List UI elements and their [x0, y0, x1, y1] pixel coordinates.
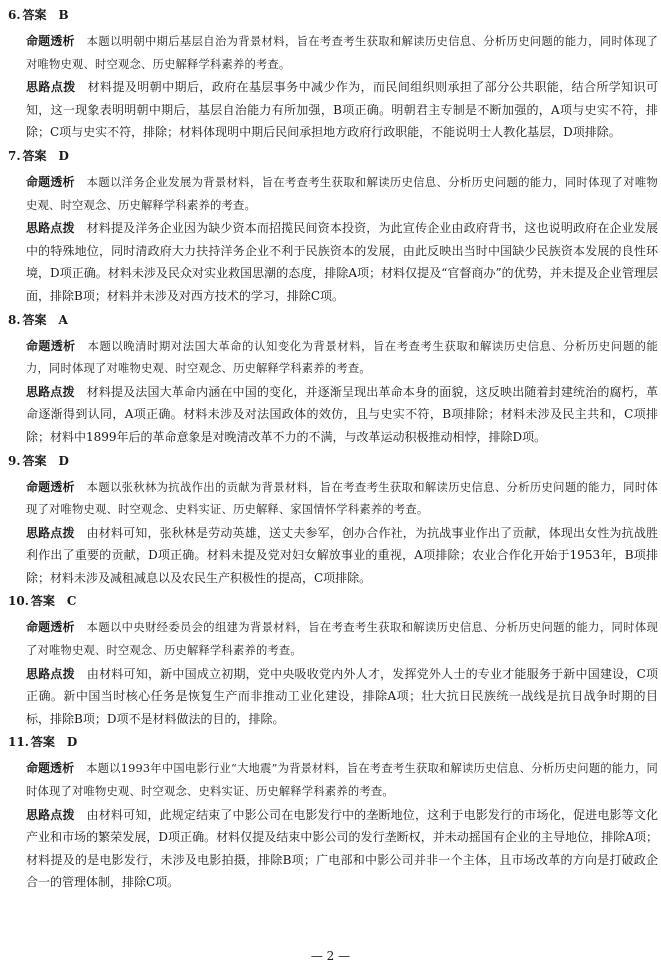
answer-line — [8, 147, 658, 166]
question-number: 6. — [8, 8, 21, 22]
page-number: — 2 — — [310, 949, 351, 963]
analysis-label: 命题透析 — [26, 174, 75, 189]
hint-text: 材料提及洋务企业因为缺少资本而招揽民间资本投资，为此宣传企业由政府背书，这也说明政府在企业发展中的特殊地位，同时清政府大力扶持洋务企业不利于民族资本的发展，由此反映出当时中国缺少民族资本发展的良性环境，D项正确。材料未涉及民众对实业救国思潮的态度，排除A项；材料仅提及“官督商办”的优势，并未提及企业管理层面，排除B项；材料并未涉及对西方技术的学习，排除C项。 — [26, 221, 658, 303]
answer-label: 答案 — [22, 8, 47, 22]
analysis-paragraph — [8, 476, 658, 522]
analysis-paragraph — [8, 616, 658, 662]
answer-letter: B — [58, 8, 69, 22]
question-item-7 — [8, 147, 658, 308]
question-item-11 — [8, 733, 658, 894]
answer-label: 答案 — [22, 312, 47, 327]
question-item-6 — [8, 6, 658, 144]
hint-paragraph — [8, 663, 658, 731]
answer-line — [8, 592, 658, 611]
question-item-9 — [8, 452, 658, 590]
analysis-text: 本题以洋务企业发展为背景材料，旨在考查考生获取和解读历史信息、分析历史问题的能力，同时体现了对唯物史观、时空观念、历史解释学科素养的考查。 — [26, 175, 658, 212]
hint-label: 思路点拨 — [26, 80, 76, 95]
analysis-label: 命题透析 — [26, 338, 76, 353]
answer-sheet — [8, 6, 658, 894]
analysis-paragraph — [8, 171, 658, 217]
analysis-text: 本题以晚清时期对法国大革命的认知变化为背景材料，旨在考查考生获取和解读历史信息、分析历史问题的能力，同时体现了对唯物史观、时空观念、历史解释学科素养的考查。 — [26, 339, 658, 376]
analysis-paragraph — [8, 30, 658, 76]
hint-label: 思路点拨 — [26, 221, 75, 236]
analysis-label: 命题透析 — [26, 479, 75, 494]
analysis-label: 命题透析 — [26, 34, 75, 48]
question-number: 11. — [8, 735, 29, 750]
analysis-label: 命题透析 — [26, 761, 75, 776]
answer-label: 答案 — [22, 148, 47, 163]
hint-text: 由材料可知，此规定结束了中影公司在电影发行中的垄断地位，这利于电影发行的市场化，促进电影等文化产业和市场的繁荣发展，D项正确。材料仅提及结束中影公司的发行垄断权，并未动摇国有企业的主导地位，排除A项；材料提及的是电影发行，未涉及电影拍摄，排除B项；广电部和中影公司并非一个主体，且市场改革的方向是打破政企合一的管理体制，排除C项。 — [26, 807, 658, 890]
hint-paragraph — [8, 381, 658, 449]
analysis-text: 本题以张秋林为抗战作出的贡献为背景材料，旨在考查考生获取和解读历史信息、分析历史问题的能力，同时体现了对唯物史观、时空观念、史料实证、历史解释、家国情怀学科素养的考查。 — [26, 480, 658, 517]
answer-line — [8, 733, 658, 752]
question-number: 10. — [8, 594, 29, 609]
answer-label: 答案 — [30, 594, 55, 609]
hint-paragraph — [8, 804, 658, 894]
hint-label: 思路点拨 — [26, 666, 75, 681]
answer-letter: D — [58, 453, 69, 468]
answer-letter: C — [66, 594, 77, 609]
answer-letter: A — [58, 312, 68, 327]
question-number: 8. — [8, 312, 21, 327]
hint-text: 材料提及法国大革命内涵在中国的变化，并逐渐呈现出革命本身的面貌，这反映出随着封建统治的腐朽，革命逐渐得到认同，A项正确。材料未涉及对法国政体的效仿，且与史实不符，B项排除；材料未涉及民主共和，C项排除；材料中1899年后的革命意象是对晚清改革不力的不满，与改革运动积极推动相悖，排除D项。 — [26, 384, 658, 444]
answer-line — [8, 452, 658, 471]
hint-paragraph — [8, 217, 658, 307]
analysis-paragraph — [8, 757, 658, 803]
hint-paragraph — [8, 522, 658, 590]
hint-label: 思路点拨 — [26, 525, 75, 540]
analysis-text: 本题以中央财经委员会的组建为背景材料，旨在考查考生获取和解读历史信息、分析历史问题的能力，同时体现了对唯物史观、时空观念、历史解释学科素养的考查。 — [26, 621, 658, 658]
analysis-paragraph — [8, 335, 658, 381]
hint-text: 由材料可知，新中国成立初期，党中央吸收党内外人才，发挥党外人士的专业才能服务于新中国建设，C项正确。新中国当时核心任务是恢复生产而非推动工业化建设，排除A项；壮大抗日民族统一战线是抗日战争时期的目标，排除B项；D项不是材料做法的目的，排除。 — [26, 666, 658, 726]
answer-label: 答案 — [22, 453, 47, 468]
answer-letter: D — [66, 735, 78, 750]
question-item-8 — [8, 311, 658, 449]
answer-line — [8, 311, 658, 330]
answer-letter: D — [58, 148, 69, 163]
hint-paragraph — [8, 76, 658, 144]
answer-line — [8, 6, 658, 25]
question-number: 9. — [8, 453, 21, 468]
hint-label: 思路点拨 — [26, 384, 75, 399]
analysis-text: 本题以1993年中国电影行业“大地震”为背景材料，旨在考查考生获取和解读历史信息、分析历史问题的能力，同时体现了对唯物史观、时空观念、史料实证、历史解释学科素养的考查。 — [26, 762, 658, 799]
analysis-text: 本题以明朝中期后基层自治为背景材料，旨在考查考生获取和解读历史信息、分析历史问题的能力，同时体现了对唯物史观、时空观念、历史解释学科素养的考查。 — [26, 35, 658, 71]
analysis-label: 命题透析 — [26, 620, 75, 635]
question-item-10 — [8, 592, 658, 730]
answer-label: 答案 — [30, 735, 55, 750]
hint-text: 材料提及明朝中期后，政府在基层事务中减少作为，而民间组织则承担了部分公共职能，结合所学知识可知，这一现象表明明朝中期后，基层自治能力有所加强，B项正确。明朝君主专制是不断加强的，A项与史实不符，排除；C项与史实不符，排除；材料体现明中期后民间承担地方政府行政职能，不能说明士人教化基层，D项排除。 — [26, 80, 658, 140]
hint-label: 思路点拨 — [26, 807, 75, 822]
hint-text: 由材料可知，张秋林是劳动英雄，送丈夫参军，创办合作社，为抗战事业作出了贡献，体现出女性为抗战胜利作出了重要的贡献，D项正确。材料未提及党对妇女解放事业的重视，A项排除；农业合作化开始于1953年，B项排除；材料未涉及减租减息以及农民生产积极性的提高，C项排除。 — [26, 525, 658, 585]
question-number: 7. — [8, 148, 21, 163]
